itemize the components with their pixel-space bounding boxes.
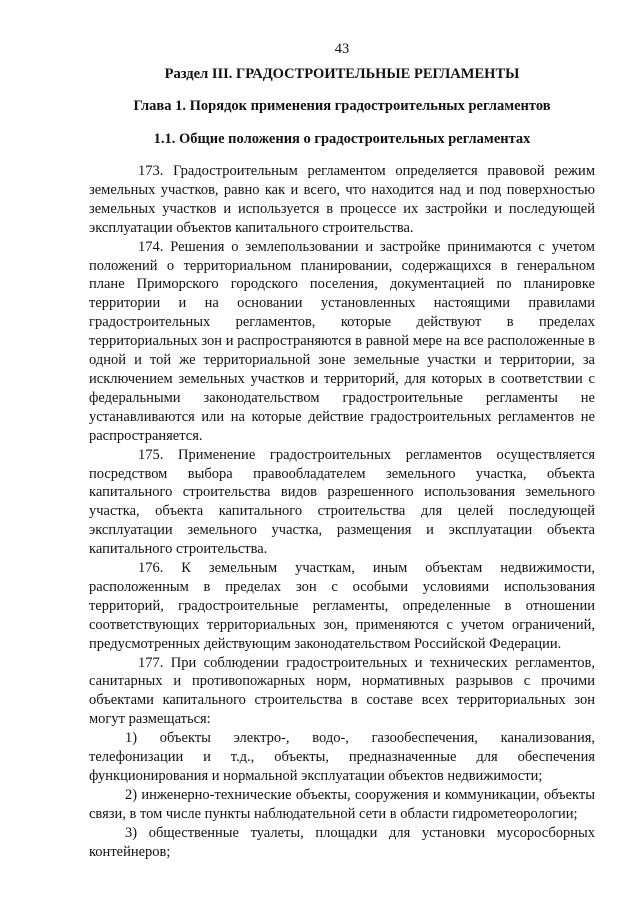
paragraph-177: 177. При соблюдении градостроительных и технических регламентов, санитарных и противопожарных норм, нормативных разрывов с прочими объектами капитального строительства в составе всех территориальных зон могут размещаться:: [89, 654, 595, 728]
subsection-title: 1.1. Общие положения о градостроительных регламентах: [153, 131, 531, 147]
page-number: 43: [334, 41, 350, 57]
list-item: 3) общественные туалеты, площадки для установки мусоросборных контейнеров;: [89, 824, 595, 860]
paragraph-175: 175. Применение градостроительных регламентов осуществляется посредством выбора правообладателем земельного участка, объекта капитального строительства видов разрешенного использования земельного участка, объекта капитального строительства для целей последующей эксплуатации земельного участка, размещения и эксплуатации объекта капитального строительства.: [89, 446, 595, 558]
list-item: 1) объекты электро-, водо-, газообеспечения, канализования, телефонизации и т.д., объекты, предназначенные для обеспечения функционирования и нормальной эксплуатации объектов недвижимости;: [89, 730, 595, 784]
paragraph-174: 174. Решения о землепользовании и застройке принимаются с учетом положений о территориальном планировании, содержащихся в генеральном плане Приморского городского поселения, документацией по планировке территории и на основании установленных настоящими правилами градостроительных регламентов, которые действуют в пределах территориальных зон и распространяются в равной мере на все расположенные в одной и той же территориальной зоне земельные участки и территории, за исключением земельных участков и территорий, для которых в соответствии с федеральными законодательством градостроительные регламенты не устанавливаются или на которые действие градостроительных регламентов не распространяется.: [89, 238, 595, 444]
paragraph-176: 176. К земельным участкам, иным объектам недвижимости, расположенным в пределах зон с особыми условиями использования территорий, градостроительные регламенты, определенные в отношении соответствующих территориальных зон, применяются с учетом ограничений, предусмотренных действующим законодательством Российской Федерации.: [89, 560, 595, 652]
document-body: [89, 162, 595, 862]
paragraph-173: 173. Градостроительным регламентом определяется правовой режим земельных участков, равно как и всего, что находится над и под поверхностью земельных участков и используется в процессе их застройки и последующей эксплуатации объектов капитального строительства.: [89, 163, 595, 236]
section-title: Раздел III. ГРАДОСТРОИТЕЛЬНЫЕ РЕГЛАМЕНТЫ: [164, 66, 520, 82]
list-item: 2) инженерно-технические объекты, сооружения и коммуникации, объекты связи, в том числе пункты наблюдательной сети в области гидрометеорологии;: [89, 786, 595, 822]
chapter-title: Глава 1. Порядок применения градостроительных регламентов: [133, 98, 551, 114]
